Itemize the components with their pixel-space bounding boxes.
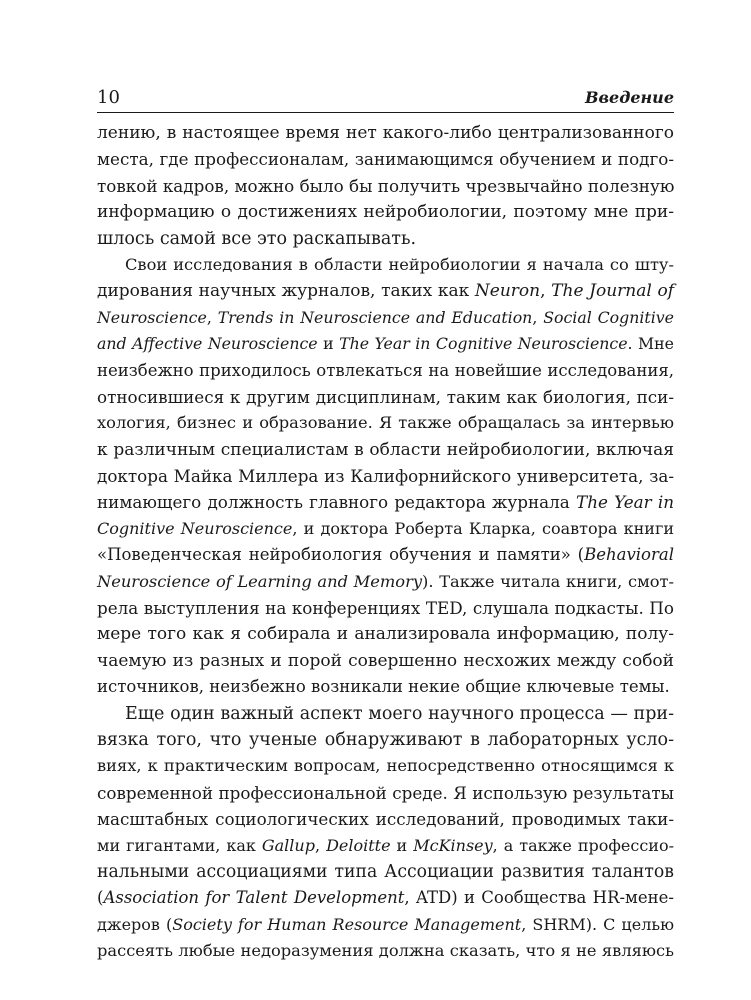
text-segment: информацию о достижениях нейробиологии, поэтому мне при- [97, 202, 674, 223]
text-segment: хология, бизнес и образование. Я также обращалась за интервью [97, 413, 674, 433]
text-segment: Еще один важный аспект моего научного процесса — при- [125, 703, 674, 724]
page-header [97, 87, 674, 109]
text-segment: к различным специалистам в области нейробиологии, включая [97, 439, 674, 460]
italic-text-segment: Behavioral [584, 545, 674, 565]
text-segment: чаемую из разных и порой совершенно несхожих между собой [97, 650, 674, 671]
italic-text-segment: McKinsey [413, 835, 493, 855]
text-segment: Свои исследования в области нейробиологии я начала со шту- [125, 254, 674, 274]
text-line [97, 278, 674, 304]
text-segment: виях, к практическим вопросам, непосредственно относящимся к [97, 756, 674, 776]
text-line [97, 199, 674, 225]
text-line [97, 833, 674, 859]
text-line [97, 305, 674, 331]
text-line [97, 621, 674, 647]
italic-text-segment: The Year in [576, 492, 674, 513]
italic-text-segment: Neuroscience of Learning and Memory [97, 571, 423, 591]
italic-text-segment: and Affective Neuroscience [97, 334, 318, 354]
text-line [97, 384, 674, 410]
text-segment: «Поведенческая нейробиология обучения и памяти» ( [97, 545, 585, 565]
body-text [97, 120, 674, 965]
text-segment: , и доктора Роберта Кларка, соавтора книги [292, 518, 674, 538]
text-segment: шлось самой все это раскапывать. [97, 228, 417, 249]
text-segment: и [317, 334, 340, 354]
text-line [97, 173, 674, 199]
text-line [97, 516, 674, 542]
text-segment: , ATD) и Сообщества HR-мене- [404, 888, 674, 908]
header-rule [97, 112, 674, 113]
text-segment: . Мне [627, 334, 674, 354]
italic-text-segment: Association for Talent Development [103, 888, 405, 908]
italic-text-segment: Social Cognitive [543, 307, 675, 327]
text-line [97, 120, 674, 146]
text-line [97, 595, 674, 621]
text-segment: рела выступления на конференциях TED, слушала подкасты. По [97, 598, 674, 619]
text-segment: ( [97, 888, 104, 908]
text-line [97, 437, 674, 463]
italic-text-segment: Society for Human Resource Management [172, 914, 522, 934]
text-segment: источников, неизбежно возникали некие общие ключевые темы. [97, 677, 670, 697]
text-line [97, 701, 674, 727]
text-line [97, 146, 674, 172]
text-line [97, 780, 674, 806]
text-line [97, 648, 674, 674]
text-segment: товкой кадров, можно было бы получить чрезвычайно полезную [97, 175, 675, 196]
text-segment: , [532, 307, 544, 327]
page-number: 10 [97, 87, 120, 108]
text-segment: , [206, 307, 218, 327]
italic-text-segment: The Journal of [551, 281, 674, 302]
text-segment: нимающего должность главного редактора журнала [97, 492, 577, 513]
text-segment: , SHRM). С целью [521, 914, 674, 934]
text-segment: мере того как я собирала и анализировала информацию, полу- [97, 624, 674, 645]
text-line [97, 859, 674, 885]
text-segment: ми гигантами, как [97, 835, 262, 855]
italic-text-segment: Neuron [474, 281, 541, 302]
text-segment: , [314, 835, 327, 855]
italic-text-segment: The Year in Cognitive Neuroscience [339, 334, 628, 354]
text-line [97, 410, 674, 436]
text-segment: джеров ( [97, 914, 173, 934]
text-line [97, 806, 674, 832]
text-line [97, 938, 674, 964]
text-segment: рассеять любые недоразумения должна сказать, что я не являюсь [97, 941, 674, 961]
text-line [97, 463, 674, 489]
text-line [97, 569, 674, 595]
text-line [97, 674, 674, 700]
italic-text-segment: Neuroscience [97, 307, 207, 327]
text-segment: , [540, 281, 552, 302]
italic-text-segment: Deloitte [326, 835, 391, 855]
text-line [97, 358, 674, 384]
text-segment: вязка того, что ученые обнаруживают в лабораторных усло- [97, 729, 674, 750]
text-segment: места, где профессионалам, занимающимся обучением и подго- [97, 149, 674, 170]
text-segment: масштабных социологических исследований, проводимых таки- [97, 809, 674, 830]
text-line [97, 489, 674, 515]
italic-text-segment: Trends in Neuroscience and Education [217, 307, 533, 327]
text-segment: дирования научных журналов, таких как [97, 281, 475, 302]
italic-text-segment: Gallup [261, 835, 315, 855]
text-line [97, 912, 674, 938]
text-segment: и [390, 835, 414, 855]
text-line [97, 226, 674, 252]
italic-text-segment: Cognitive Neuroscience [97, 518, 293, 538]
text-segment: неизбежно приходилось отвлекаться на новейшие исследования, [97, 360, 674, 380]
text-segment: , а также профессио- [492, 835, 675, 855]
text-segment: нальными ассоциациями типа Ассоциации развития талантов [97, 861, 674, 882]
text-segment: лению, в настоящее время нет какого-либо централизованного [97, 123, 674, 143]
text-segment: ). Также читала книги, смот- [422, 571, 674, 591]
text-line [97, 252, 674, 278]
text-line [97, 885, 674, 911]
text-line [97, 542, 674, 568]
text-segment: относившиеся к другим дисциплинам, таким как биология, пси- [97, 386, 674, 407]
text-segment: современной профессиональной среде. Я использую результаты [97, 782, 674, 803]
text-segment: доктора Майка Миллера из Калифорнийского университета, за- [97, 466, 674, 487]
text-line [97, 331, 674, 357]
text-line [97, 753, 674, 779]
running-head: Введение [585, 88, 674, 107]
text-line [97, 727, 674, 753]
